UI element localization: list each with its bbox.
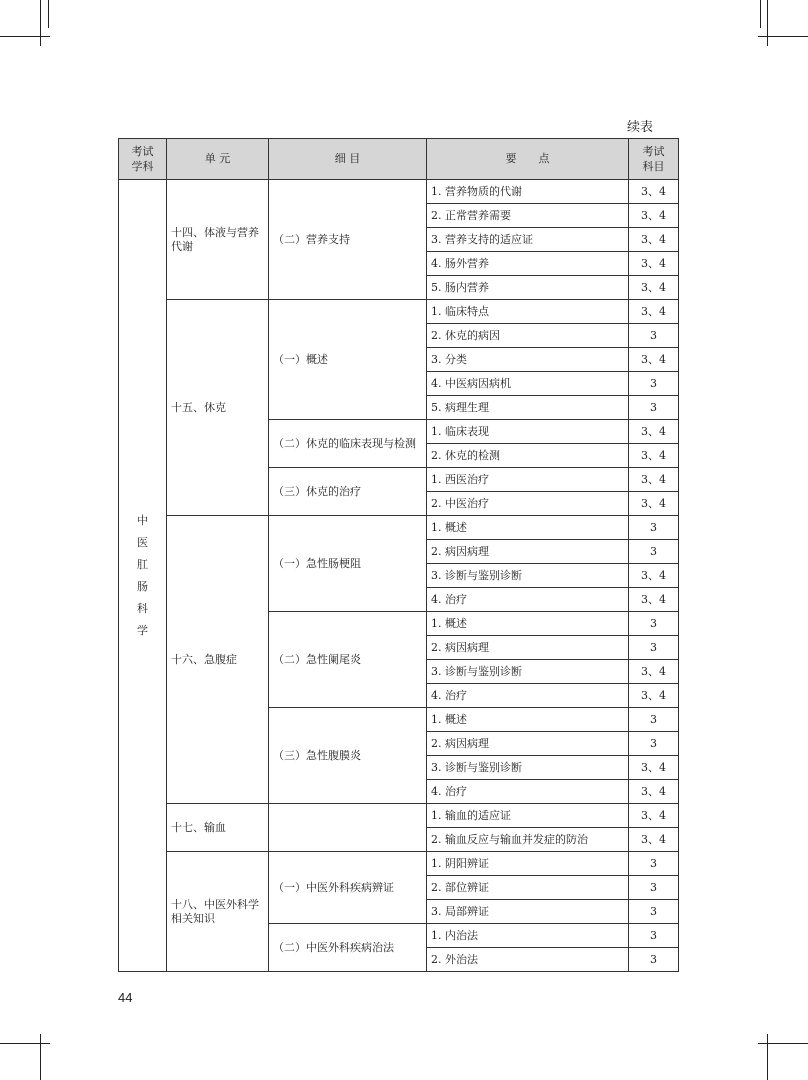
point-cell: 4. 肠外营养 (427, 252, 629, 276)
code-cell: 3、4 (629, 660, 679, 684)
detail-cell: （一）概述 (269, 300, 427, 420)
point-cell: 1. 营养物质的代谢 (427, 180, 629, 204)
point-cell: 1. 输血的适应证 (427, 804, 629, 828)
point-cell: 2. 输血反应与输血并发症的防治 (427, 828, 629, 852)
code-cell: 3 (629, 732, 679, 756)
point-cell: 2. 病因病理 (427, 636, 629, 660)
code-cell: 3 (629, 516, 679, 540)
header-subject: 考试学科 (119, 139, 167, 180)
detail-cell: （二）急性阑尾炎 (269, 612, 427, 708)
crop-mark (767, 0, 768, 46)
code-cell: 3、4 (629, 684, 679, 708)
code-cell: 3、4 (629, 204, 679, 228)
unit-cell: 十五、休克 (167, 300, 269, 516)
code-cell: 3、4 (629, 444, 679, 468)
detail-cell: （一）急性肠梗阻 (269, 516, 427, 612)
table-row (119, 852, 679, 876)
point-cell: 3. 诊断与鉴别诊断 (427, 564, 629, 588)
detail-cell (269, 804, 427, 852)
point-cell: 5. 病理生理 (427, 396, 629, 420)
point-cell: 4. 治疗 (427, 780, 629, 804)
code-cell: 3、4 (629, 756, 679, 780)
point-cell: 3. 诊断与鉴别诊断 (427, 756, 629, 780)
code-cell: 3、4 (629, 420, 679, 444)
code-cell: 3 (629, 636, 679, 660)
crop-mark (40, 1034, 41, 1080)
point-cell: 4. 治疗 (427, 588, 629, 612)
point-cell: 1. 西医治疗 (427, 468, 629, 492)
code-cell: 3 (629, 924, 679, 948)
crop-mark (48, 0, 49, 28)
code-cell: 3 (629, 372, 679, 396)
code-cell: 3、4 (629, 492, 679, 516)
page-number: 44 (118, 990, 133, 1005)
code-cell: 3、4 (629, 564, 679, 588)
table-row (119, 516, 679, 540)
code-cell: 3、4 (629, 828, 679, 852)
point-cell: 1. 概述 (427, 612, 629, 636)
code-cell: 3、4 (629, 180, 679, 204)
code-cell: 3、4 (629, 300, 679, 324)
crop-mark (767, 1034, 768, 1080)
point-cell: 3. 诊断与鉴别诊断 (427, 660, 629, 684)
detail-cell: （二）休克的临床表现与检测 (269, 420, 427, 468)
point-cell: 2. 休克的检测 (427, 444, 629, 468)
detail-cell: （三）休克的治疗 (269, 468, 427, 516)
code-cell: 3、4 (629, 780, 679, 804)
point-cell: 4. 中医病因病机 (427, 372, 629, 396)
crop-mark (758, 36, 808, 37)
point-cell: 2. 休克的病因 (427, 324, 629, 348)
table-row (119, 180, 679, 204)
code-cell: 3 (629, 852, 679, 876)
code-cell: 3 (629, 612, 679, 636)
code-cell: 3 (629, 396, 679, 420)
point-cell: 3. 分类 (427, 348, 629, 372)
crop-mark (0, 36, 50, 37)
table-header-row (119, 139, 679, 180)
point-cell: 2. 病因病理 (427, 540, 629, 564)
point-cell: 2. 部位辨证 (427, 876, 629, 900)
point-cell: 2. 外治法 (427, 948, 629, 972)
code-cell: 3、4 (629, 228, 679, 252)
code-cell: 3、4 (629, 252, 679, 276)
code-cell: 3、4 (629, 348, 679, 372)
code-cell: 3 (629, 948, 679, 972)
point-cell: 1. 概述 (427, 516, 629, 540)
code-cell: 3 (629, 708, 679, 732)
point-cell: 4. 治疗 (427, 684, 629, 708)
unit-cell: 十六、急腹症 (167, 516, 269, 804)
crop-mark (40, 0, 41, 46)
detail-cell: （三）急性腹膜炎 (269, 708, 427, 804)
point-cell: 3. 营养支持的适应证 (427, 228, 629, 252)
point-cell: 1. 阴阳辨证 (427, 852, 629, 876)
syllabus-table (118, 138, 679, 972)
subject-name: 中医肛肠科学 (137, 513, 148, 637)
point-cell: 2. 正常营养需要 (427, 204, 629, 228)
point-cell: 2. 病因病理 (427, 732, 629, 756)
header-point: 要 点 (427, 139, 629, 180)
unit-cell: 十八、中医外科学相关知识 (167, 852, 269, 972)
detail-cell: （一）中医外科疾病辨证 (269, 852, 427, 924)
subject-cell (119, 180, 167, 972)
header-unit: 单 元 (167, 139, 269, 180)
detail-cell: （二）中医外科疾病治法 (269, 924, 427, 972)
header-code: 考试科目 (629, 139, 679, 180)
code-cell: 3、4 (629, 588, 679, 612)
header-detail: 细 目 (269, 139, 427, 180)
code-cell: 3 (629, 324, 679, 348)
code-cell: 3、4 (629, 804, 679, 828)
crop-mark (758, 1043, 808, 1044)
code-cell: 3 (629, 876, 679, 900)
code-cell: 3、4 (629, 468, 679, 492)
table-row (119, 300, 679, 324)
unit-cell: 十四、体液与营养代谢 (167, 180, 269, 300)
point-cell: 5. 肠内营养 (427, 276, 629, 300)
code-cell: 3 (629, 900, 679, 924)
code-cell: 3、4 (629, 276, 679, 300)
unit-cell: 十七、输血 (167, 804, 269, 852)
continued-label: 续表 (627, 120, 654, 135)
point-cell: 2. 中医治疗 (427, 492, 629, 516)
point-cell: 1. 临床表现 (427, 420, 629, 444)
code-cell: 3 (629, 540, 679, 564)
crop-mark (760, 0, 761, 28)
detail-cell: （二）营养支持 (269, 180, 427, 300)
point-cell: 3. 局部辨证 (427, 900, 629, 924)
table-row (119, 804, 679, 828)
point-cell: 1. 临床特点 (427, 300, 629, 324)
point-cell: 1. 概述 (427, 708, 629, 732)
crop-mark (0, 1043, 50, 1044)
point-cell: 1. 内治法 (427, 924, 629, 948)
